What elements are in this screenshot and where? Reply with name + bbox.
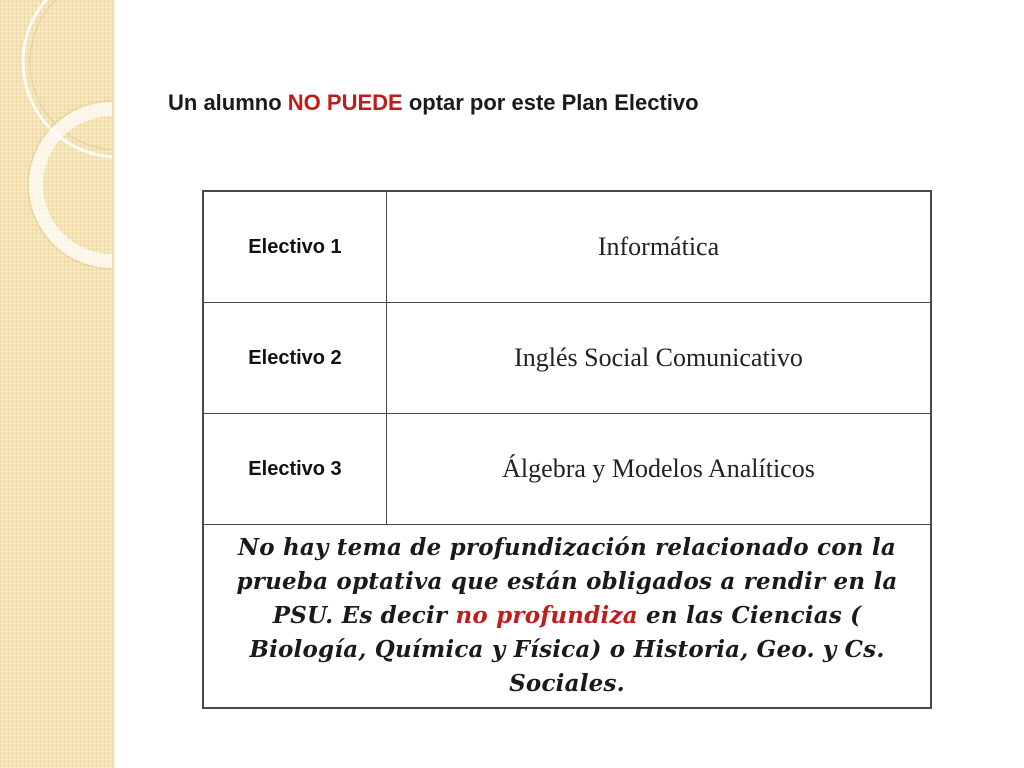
title-suffix: optar por este Plan Electivo bbox=[402, 90, 699, 115]
elective-plan-table bbox=[202, 190, 932, 709]
note-text-end: en las Ciencias ( Biología, Química y Física) o Historia, Geo. y Cs. Sociales. bbox=[249, 602, 885, 697]
title-prefix: Un alumno bbox=[168, 90, 288, 115]
decorative-rings bbox=[0, 0, 112, 320]
title-highlight: NO PUEDE bbox=[287, 90, 403, 115]
note-highlight: no profundiza bbox=[455, 602, 638, 629]
elective-subject: Álgebra y Modelos Analíticos bbox=[387, 414, 932, 525]
slide-title bbox=[168, 90, 699, 116]
decorative-side-band bbox=[0, 0, 112, 768]
table-row bbox=[203, 414, 931, 525]
elective-label: Electivo 3 bbox=[203, 414, 387, 525]
elective-subject: Inglés Social Comunicativo bbox=[387, 303, 932, 414]
table-row bbox=[203, 303, 931, 414]
side-band-edge bbox=[112, 0, 115, 768]
elective-subject: Informática bbox=[387, 191, 932, 303]
elective-label: Electivo 2 bbox=[203, 303, 387, 414]
elective-label: Electivo 1 bbox=[203, 191, 387, 303]
table-row bbox=[203, 191, 931, 303]
note-text-start: No hay tema de profundización relacionado con la prueba optativa que están obligados a rendir en la PSU. Es decir bbox=[236, 534, 898, 629]
note-row bbox=[203, 525, 931, 709]
note-cell bbox=[203, 525, 931, 709]
